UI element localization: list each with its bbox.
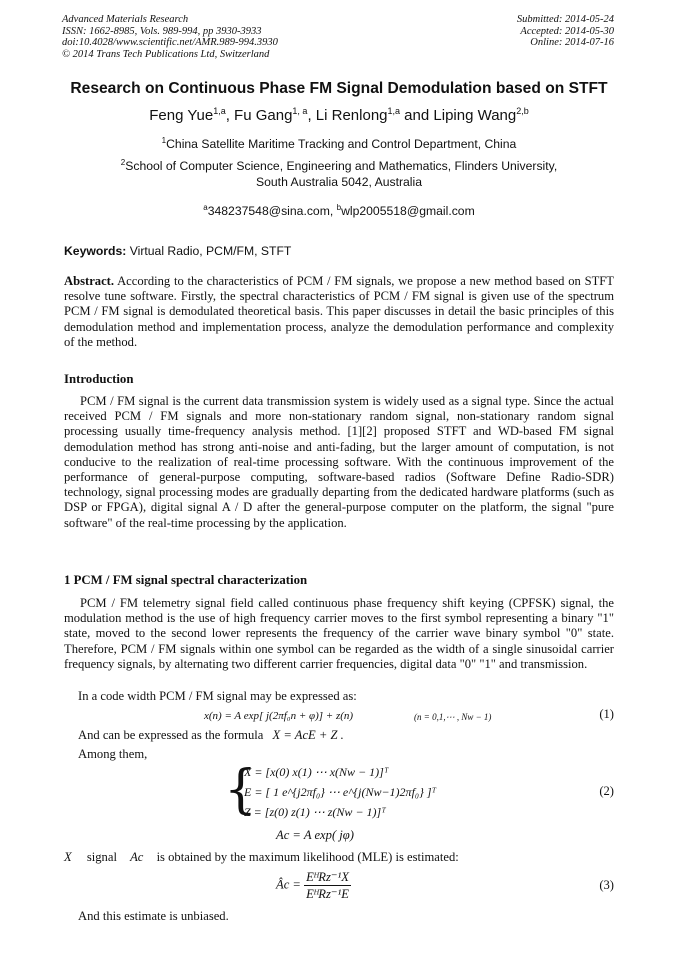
equation-2-E: E = [ 1 e^{j2πf₀} ⋯ e^{j(Nw−1)2πf₀} ]ᵀ	[244, 785, 437, 799]
introduction-text: PCM / FM signal is the current data transmission system is widely used as a signal type. Since the actual received PCM / FM signals and more non-stationary random signal, non-stationary random signal processing usually time-frequency analysis method. [1][2] proposed STFT and WD-based FM signal demodulation method has strong anti-noise and anti-fading, but the larger amount of computation, is not conducive to the realization of real-time processing software. With the continuous improvement of the performance of general-purpose computing, software-based radios (Software Define Radio-SDR) technology, signal processing modes are gradually departing from the dedicated hardware platforms (such as DSP or FPGA), digital signal A / D after the general-purpose computer on the platform, the signal "pure software" of the real-time processing by the application.	[64, 394, 614, 530]
text-among: Among them,	[78, 747, 148, 761]
equation-3-denominator: EᴴRz⁻¹E	[306, 887, 349, 901]
abstract-text: According to the characteristics of PCM / FM signals, we propose a new method based on STFT resolve tune software. Firstly, the spectral characteristics of PCM / FM signal is given use of the spectrum PCM / FM signal is demodulated theoretical basis. This paper discusses in detail the basic principles of this demodulation method and implementation process, analyze the demodulation performance and complexity of the method.	[64, 274, 614, 349]
equation-1-number: (1)	[599, 707, 614, 721]
signal-text: is obtained by the maximum likelihood (MLE) is estimated:	[156, 850, 459, 864]
author-affil-mark: 1,a	[213, 106, 226, 116]
equation-2-number: (2)	[599, 784, 614, 798]
text-unbiased: And this estimate is unbiased.	[78, 909, 229, 923]
equation-2-X: X = [x(0) x(1) ⋯ x(Nw − 1)]ᵀ	[244, 765, 389, 779]
email-mark: b	[336, 203, 342, 212]
equation-2-brace: {	[224, 760, 258, 820]
paper-title: Research on Continuous Phase FM Signal Demodulation based on STFT	[70, 80, 608, 97]
equation-2-Z: Z = [z(0) z(1) ⋯ z(Nw − 1)]ᵀ	[244, 805, 386, 819]
doi[interactable]: doi:10.4028/www.scientific.net/AMR.989-994.3930	[62, 37, 278, 48]
submitted-date: Submitted: 2014-05-24	[516, 14, 614, 25]
equation-3-number: (3)	[599, 878, 614, 892]
header-left	[62, 14, 278, 60]
author-affil-mark: 1,a	[387, 106, 401, 116]
journal-header	[64, 14, 614, 66]
formula-inline: X = AcE + Z .	[272, 728, 344, 742]
equation-1: x(n) = A exp[ j(2πf₀n + φ)] + z(n)	[204, 710, 354, 722]
text-signal	[64, 850, 459, 865]
email-b[interactable]: wlp2005518@gmail.com	[341, 204, 475, 219]
section1-heading: 1 PCM / FM signal spectral characterization	[64, 573, 308, 587]
equation-3	[276, 869, 351, 902]
abstract	[64, 274, 614, 350]
author-emails	[64, 200, 614, 219]
introduction-heading: Introduction	[64, 372, 134, 386]
equation-1-range: (n = 0,1,⋯ , Nw − 1)	[414, 712, 492, 722]
symbol-X: X	[64, 850, 72, 864]
formula-prefix: And can be expressed as the formula	[78, 728, 264, 742]
keywords-line	[64, 244, 291, 258]
keywords-text: Virtual Radio, PCM/FM, STFT	[129, 244, 292, 258]
author-name: Liping Wang	[433, 107, 517, 124]
signal-word: signal	[86, 850, 117, 864]
text-formula	[78, 728, 344, 743]
symbol-Ac: Ac	[130, 850, 144, 864]
affiliation-2	[64, 155, 614, 190]
affil-mark: 1	[161, 136, 167, 145]
email-a[interactable]: 348237548@sina.com,	[207, 204, 334, 219]
email-mark: a	[203, 203, 208, 212]
equation-3-fraction	[304, 869, 351, 902]
paper-page	[62, 14, 614, 923]
author-list: Feng Yue$^{1,a}$, Fu Gang$^{1, a}$, Li Renlong$^{1,a}$ and Liping Wang$^{2,b}$	[149, 106, 529, 124]
abstract-label: Abstract.	[64, 274, 115, 288]
equation-3-lhs: Âc =	[276, 877, 301, 892]
text-expressed: In a code width PCM / FM signal may be expressed as:	[78, 689, 357, 703]
journal-name: Advanced Materials Research	[62, 14, 189, 25]
header-right	[517, 14, 614, 49]
author-name: Fu Gang	[234, 107, 293, 124]
author-name: Feng Yue	[149, 107, 214, 124]
issn: ISSN: 1662-8985, Vols. 989-994, pp 3930-3933	[62, 25, 262, 37]
section1-text: PCM / FM telemetry signal field called continuous phase frequency shift keying (CPFSK) signal, the modulation method is the use of high frequency carrier moves to the first symbol representing a binary "1" state, moved to the second lower represents the frequency of the carrier wave binary symbol "0" state. Therefore, PCM / FM signals within one symbol can be regarded as the width of a single sinusoidal carrier frequency signals, by alternating two different carrier frequencies, digital data "0" "1" and transmission.	[64, 596, 614, 671]
accepted-date: Accepted: 2014-05-30	[520, 25, 614, 37]
affil-text-line2: South Australia 5042, Australia	[256, 175, 422, 190]
keywords-label: Keywords:	[64, 244, 127, 258]
equation-3-numerator: EᴴRz⁻¹X	[306, 870, 349, 884]
author-affil-mark: 1, a	[292, 106, 308, 116]
affil-mark: 2	[120, 158, 126, 167]
affiliation-1	[64, 133, 614, 152]
affil-text: School of Computer Science, Engineering and Mathematics, Flinders University,	[125, 159, 558, 174]
author-name: Li Renlong	[315, 107, 388, 124]
affil-text: China Satellite Maritime Tracking and Control Department, China	[166, 137, 517, 152]
online-date: Online: 2014-07-16	[530, 37, 614, 48]
equation-2-Ac: Ac = A exp( jφ)	[276, 828, 354, 842]
copyright: © 2014 Trans Tech Publications Ltd, Switzerland	[62, 48, 270, 60]
author-affil-mark: 2,b	[516, 106, 529, 116]
